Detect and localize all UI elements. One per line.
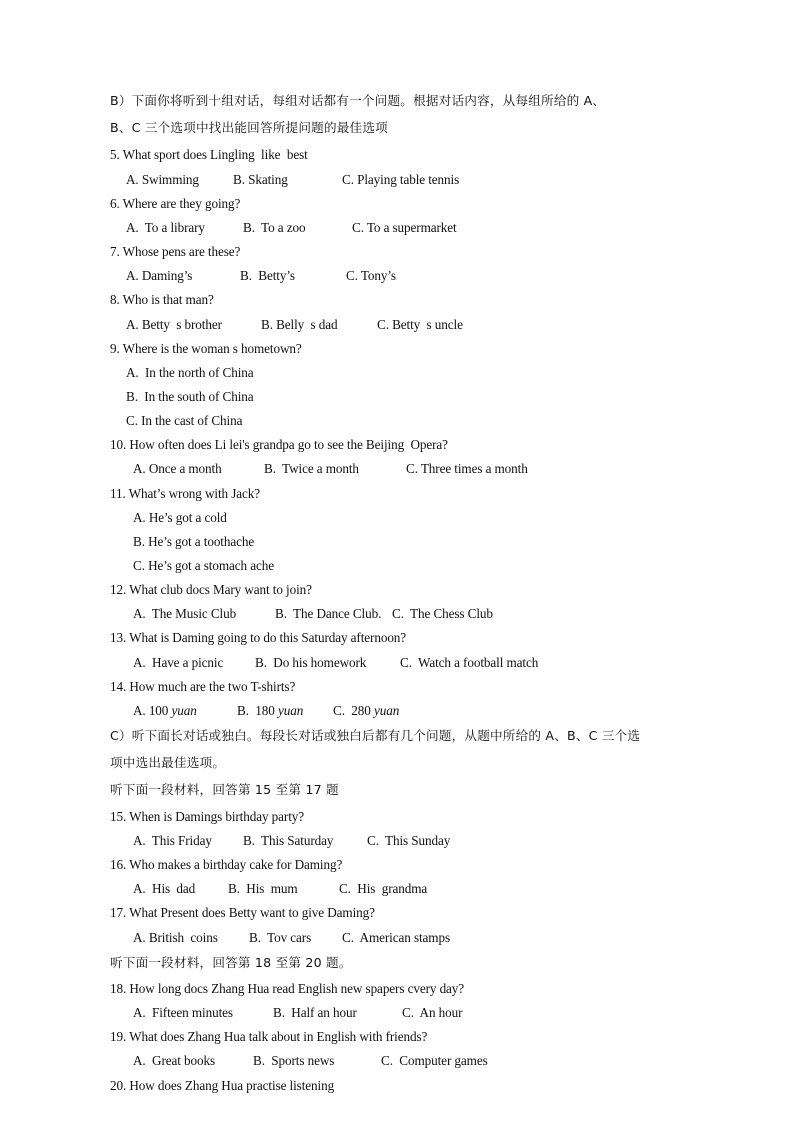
question-7-option-c[interactable]: C. Tony’s (346, 268, 396, 283)
question-14-option-c-amount: C. 280 (333, 703, 374, 718)
section-c-material-1-heading: 听下面一段材料，回答第 15 至第 17 题 (110, 782, 339, 797)
question-19: 19. What does Zhang Hua talk about in English with friends? (110, 1029, 428, 1044)
question-15: 15. When is Damings birthday party? (110, 809, 305, 824)
question-10-option-b[interactable]: B. Twice a month (264, 461, 359, 476)
section-c-instruction-line2: 项中选出最佳选项。 (110, 755, 226, 770)
question-16-option-c[interactable]: C. His grandma (339, 881, 428, 896)
question-6: 6. Where are they going? (110, 196, 241, 211)
question-8-option-c[interactable]: C. Betty s uncle (377, 317, 463, 332)
question-11-option-a[interactable]: A. He’s got a cold (133, 510, 227, 525)
section-b-instruction-line1: B）下面你将听到十组对话，每组对话都有一个问题。根据对话内容，从每组所给的 A、 (110, 93, 606, 108)
question-5-option-b[interactable]: B. Skating (233, 172, 288, 187)
question-13-option-a[interactable]: A. Have a picnic (133, 655, 224, 670)
question-15-option-a[interactable]: A. This Friday (133, 833, 212, 848)
question-17-option-c[interactable]: C. American stamps (342, 930, 450, 945)
question-6-option-c[interactable]: C. To a supermarket (352, 220, 457, 235)
question-15-option-b[interactable]: B. This Saturday (243, 833, 334, 848)
question-9-option-a[interactable]: A. In the north of China (126, 365, 254, 380)
question-16: 16. Who makes a birthday cake for Daming? (110, 857, 343, 872)
question-18-option-a[interactable]: A. Fifteen minutes (133, 1005, 233, 1020)
question-18-option-c[interactable]: C. An hour (402, 1005, 463, 1020)
question-19-option-a[interactable]: A. Great books (133, 1053, 216, 1068)
question-8-option-a[interactable]: A. Betty s brother (126, 317, 222, 332)
question-10-option-a[interactable]: A. Once a month (133, 461, 222, 476)
question-15-option-c[interactable]: C. This Sunday (367, 833, 451, 848)
question-16-option-b[interactable]: B. His mum (228, 881, 298, 896)
question-14-option-b-unit: yuan (277, 703, 304, 718)
section-c-instruction-line1: C）听下面长对话或独白。每段长对话或独白后都有几个问题，从题中所给的 A、B、C 三个选 (110, 728, 641, 743)
question-10: 10. How often does Li lei's grandpa go to see the Beijing Opera? (110, 437, 448, 452)
question-5-option-a[interactable]: A. Swimming (126, 172, 199, 187)
question-14-option-a-amount: A. 100 (133, 703, 172, 718)
question-12-option-c[interactable]: C. The Chess Club (392, 606, 493, 621)
question-17: 17. What Present does Betty want to give Daming? (110, 905, 375, 920)
question-14-option-c[interactable] (333, 703, 399, 719)
question-16-option-a[interactable]: A. His dad (133, 881, 196, 896)
question-14-option-a[interactable] (133, 703, 197, 719)
question-14: 14. How much are the two T-shirts? (110, 679, 296, 694)
question-18-option-b[interactable]: B. Half an hour (273, 1005, 357, 1020)
question-6-option-a[interactable]: A. To a library (126, 220, 205, 235)
question-20: 20. How does Zhang Hua practise listening (110, 1078, 335, 1093)
question-13-option-c[interactable]: C. Watch a football match (400, 655, 539, 670)
section-b-instruction-line2: B、C 三个选项中找出能回答所提问题的最佳选项 (110, 120, 388, 135)
question-13: 13. What is Daming going to do this Saturday afternoon? (110, 630, 407, 645)
question-11-option-b[interactable]: B. He’s got a toothache (133, 534, 255, 549)
question-14-option-a-unit: yuan (171, 703, 197, 718)
question-12-option-b[interactable]: B. The Dance Club. (275, 606, 382, 621)
question-11-option-c[interactable]: C. He’s got a stomach ache (133, 558, 274, 573)
question-14-option-b[interactable] (237, 703, 303, 719)
section-c-material-2-heading: 听下面一段材料，回答第 18 至第 20 题。 (110, 955, 352, 970)
question-5: 5. What sport does Lingling like best (110, 147, 308, 162)
question-11: 11. What’s wrong with Jack? (110, 486, 261, 501)
question-9-option-b[interactable]: B. In the south of China (126, 389, 254, 404)
question-8: 8. Who is that man? (110, 292, 214, 307)
question-17-option-a[interactable]: A. British coins (133, 930, 218, 945)
question-12-option-a[interactable]: A. The Music Club (133, 606, 237, 621)
question-7: 7. Whose pens are these? (110, 244, 241, 259)
question-9: 9. Where is the woman s hometown? (110, 341, 302, 356)
question-19-option-b[interactable]: B. Sports news (253, 1053, 335, 1068)
question-8-option-b[interactable]: B. Belly s dad (261, 317, 338, 332)
question-14-option-b-amount: B. 180 (237, 703, 278, 718)
question-18: 18. How long docs Zhang Hua read English new spapers cvery day? (110, 981, 465, 996)
question-19-option-c[interactable]: C. Computer games (381, 1053, 488, 1068)
question-14-option-c-unit: yuan (373, 703, 400, 718)
question-17-option-b[interactable]: B. Tov cars (249, 930, 312, 945)
question-7-option-a[interactable]: A. Daming’s (126, 268, 193, 283)
question-6-option-b[interactable]: B. To a zoo (243, 220, 306, 235)
question-12: 12. What club docs Mary want to join? (110, 582, 312, 597)
question-9-option-c[interactable]: C. In the cast of China (126, 413, 243, 428)
question-7-option-b[interactable]: B. Betty’s (240, 268, 295, 283)
question-13-option-b[interactable]: B. Do his homework (255, 655, 367, 670)
question-5-option-c[interactable]: C. Playing table tennis (342, 172, 460, 187)
question-10-option-c[interactable]: C. Three times a month (406, 461, 528, 476)
